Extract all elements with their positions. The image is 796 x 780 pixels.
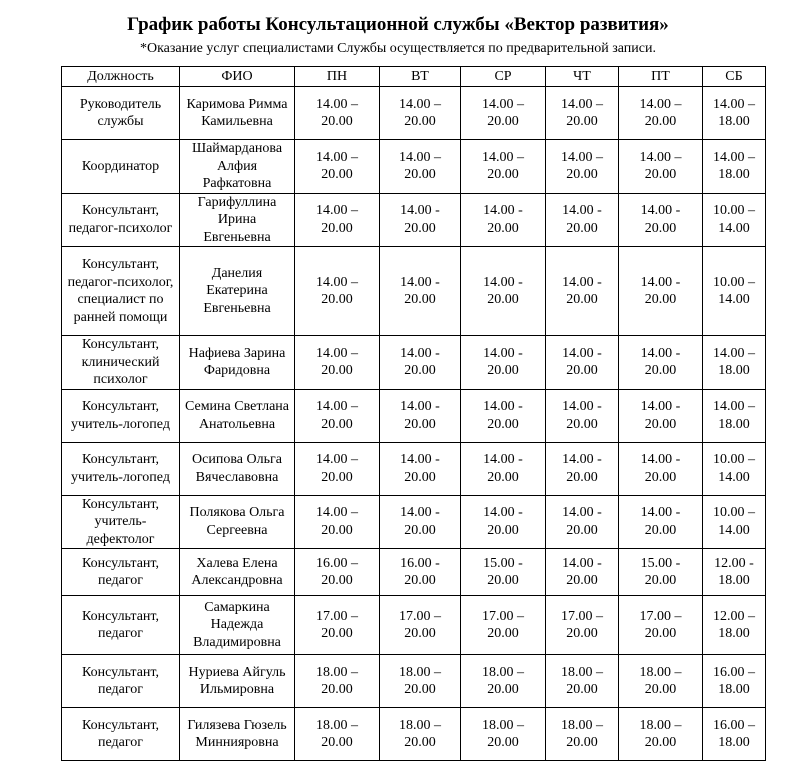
hours-cell-thursday: 14.00 - 20.00 bbox=[546, 495, 619, 549]
header-tuesday: ВТ bbox=[380, 67, 461, 87]
hours-cell-tuesday: 14.00 - 20.00 bbox=[380, 495, 461, 549]
hours-cell-saturday: 10.00 – 14.00 bbox=[703, 442, 766, 495]
hours-cell-monday: 14.00 – 20.00 bbox=[295, 247, 380, 336]
hours-cell-friday: 14.00 - 20.00 bbox=[619, 442, 703, 495]
header-friday: ПТ bbox=[619, 67, 703, 87]
hours-cell-saturday: 14.00 – 18.00 bbox=[703, 336, 766, 390]
hours-cell-tuesday: 14.00 – 20.00 bbox=[380, 140, 461, 194]
hours-cell-saturday: 14.00 – 18.00 bbox=[703, 140, 766, 194]
hours-cell-tuesday: 14.00 - 20.00 bbox=[380, 247, 461, 336]
hours-cell-tuesday: 14.00 - 20.00 bbox=[380, 336, 461, 390]
position-cell: Консультант, учитель-логопед bbox=[62, 442, 180, 495]
header-saturday: СБ bbox=[703, 67, 766, 87]
position-cell: Консультант, учитель-дефектолог bbox=[62, 495, 180, 549]
hours-cell-thursday: 14.00 - 20.00 bbox=[546, 549, 619, 596]
name-cell: Шаймарданова Алфия Рафкатовна bbox=[180, 140, 295, 194]
hours-cell-thursday: 14.00 - 20.00 bbox=[546, 336, 619, 390]
hours-cell-friday: 14.00 - 20.00 bbox=[619, 336, 703, 390]
position-cell: Консультант, педагог-психолог, специалист по ранней помощи bbox=[62, 247, 180, 336]
hours-cell-wednesday: 14.00 - 20.00 bbox=[461, 442, 546, 495]
hours-cell-wednesday: 14.00 - 20.00 bbox=[461, 247, 546, 336]
table-row bbox=[62, 87, 766, 140]
hours-cell-saturday: 10.00 – 14.00 bbox=[703, 495, 766, 549]
hours-cell-tuesday: 14.00 - 20.00 bbox=[380, 389, 461, 442]
table-row bbox=[62, 336, 766, 390]
hours-cell-saturday: 16.00 – 18.00 bbox=[703, 708, 766, 761]
name-cell: Самаркина Надежда Владимировна bbox=[180, 596, 295, 655]
hours-cell-friday: 14.00 - 20.00 bbox=[619, 247, 703, 336]
hours-cell-tuesday: 16.00 - 20.00 bbox=[380, 549, 461, 596]
hours-cell-tuesday: 14.00 - 20.00 bbox=[380, 442, 461, 495]
hours-cell-friday: 18.00 – 20.00 bbox=[619, 708, 703, 761]
header-name: ФИО bbox=[180, 67, 295, 87]
hours-cell-friday: 14.00 – 20.00 bbox=[619, 140, 703, 194]
header-wednesday: СР bbox=[461, 67, 546, 87]
table-row bbox=[62, 389, 766, 442]
table-row bbox=[62, 140, 766, 194]
table-row bbox=[62, 495, 766, 549]
hours-cell-wednesday: 18.00 – 20.00 bbox=[461, 708, 546, 761]
position-cell: Консультант, педагог-психолог bbox=[62, 193, 180, 247]
hours-cell-saturday: 14.00 – 18.00 bbox=[703, 389, 766, 442]
table-row bbox=[62, 708, 766, 761]
table-row bbox=[62, 655, 766, 708]
hours-cell-tuesday: 18.00 – 20.00 bbox=[380, 655, 461, 708]
header-row bbox=[62, 67, 766, 87]
hours-cell-thursday: 14.00 – 20.00 bbox=[546, 87, 619, 140]
name-cell: Гарифуллина Ирина Евгеньевна bbox=[180, 193, 295, 247]
hours-cell-thursday: 18.00 – 20.00 bbox=[546, 708, 619, 761]
hours-cell-wednesday: 14.00 - 20.00 bbox=[461, 389, 546, 442]
table-row bbox=[62, 596, 766, 655]
hours-cell-saturday: 10.00 – 14.00 bbox=[703, 247, 766, 336]
hours-cell-monday: 18.00 – 20.00 bbox=[295, 708, 380, 761]
hours-cell-thursday: 14.00 – 20.00 bbox=[546, 140, 619, 194]
name-cell: Нуриева Айгуль Ильмировна bbox=[180, 655, 295, 708]
position-cell: Руководитель службы bbox=[62, 87, 180, 140]
hours-cell-friday: 14.00 - 20.00 bbox=[619, 193, 703, 247]
hours-cell-tuesday: 14.00 – 20.00 bbox=[380, 87, 461, 140]
hours-cell-monday: 14.00 – 20.00 bbox=[295, 140, 380, 194]
hours-cell-monday: 16.00 – 20.00 bbox=[295, 549, 380, 596]
table-row bbox=[62, 549, 766, 596]
name-cell: Халева Елена Александровна bbox=[180, 549, 295, 596]
hours-cell-monday: 14.00 – 20.00 bbox=[295, 389, 380, 442]
hours-cell-thursday: 14.00 - 20.00 bbox=[546, 442, 619, 495]
name-cell: Каримова Римма Камильевна bbox=[180, 87, 295, 140]
header-position: Должность bbox=[62, 67, 180, 87]
hours-cell-wednesday: 14.00 - 20.00 bbox=[461, 193, 546, 247]
hours-cell-wednesday: 14.00 - 20.00 bbox=[461, 336, 546, 390]
position-cell: Консультант, педагог bbox=[62, 549, 180, 596]
header-monday: ПН bbox=[295, 67, 380, 87]
hours-cell-friday: 18.00 – 20.00 bbox=[619, 655, 703, 708]
hours-cell-friday: 14.00 - 20.00 bbox=[619, 389, 703, 442]
page-title: График работы Консультационной службы «Вектор развития» bbox=[127, 14, 669, 35]
header-thursday: ЧТ bbox=[546, 67, 619, 87]
hours-cell-saturday: 16.00 – 18.00 bbox=[703, 655, 766, 708]
position-cell: Консультант, учитель-логопед bbox=[62, 389, 180, 442]
hours-cell-friday: 14.00 - 20.00 bbox=[619, 495, 703, 549]
hours-cell-monday: 17.00 – 20.00 bbox=[295, 596, 380, 655]
name-cell: Семина Светлана Анатольевна bbox=[180, 389, 295, 442]
hours-cell-monday: 14.00 – 20.00 bbox=[295, 442, 380, 495]
schedule-body bbox=[62, 87, 766, 761]
hours-cell-thursday: 14.00 - 20.00 bbox=[546, 389, 619, 442]
table-row bbox=[62, 247, 766, 336]
name-cell: Нафиева Зарина Фаридовна bbox=[180, 336, 295, 390]
hours-cell-wednesday: 17.00 – 20.00 bbox=[461, 596, 546, 655]
hours-cell-monday: 14.00 – 20.00 bbox=[295, 336, 380, 390]
hours-cell-thursday: 18.00 – 20.00 bbox=[546, 655, 619, 708]
name-cell: Полякова Ольга Сергеевна bbox=[180, 495, 295, 549]
hours-cell-thursday: 14.00 - 20.00 bbox=[546, 247, 619, 336]
hours-cell-saturday: 14.00 – 18.00 bbox=[703, 87, 766, 140]
name-cell: Осипова Ольга Вячеславовна bbox=[180, 442, 295, 495]
table-row bbox=[62, 442, 766, 495]
name-cell: Данелия Екатерина Евгеньевна bbox=[180, 247, 295, 336]
hours-cell-friday: 15.00 - 20.00 bbox=[619, 549, 703, 596]
schedule-table bbox=[61, 66, 766, 761]
hours-cell-wednesday: 14.00 – 20.00 bbox=[461, 87, 546, 140]
hours-cell-tuesday: 14.00 - 20.00 bbox=[380, 193, 461, 247]
hours-cell-friday: 14.00 – 20.00 bbox=[619, 87, 703, 140]
hours-cell-thursday: 17.00 – 20.00 bbox=[546, 596, 619, 655]
position-cell: Координатор bbox=[62, 140, 180, 194]
hours-cell-monday: 18.00 – 20.00 bbox=[295, 655, 380, 708]
position-cell: Консультант, педагог bbox=[62, 596, 180, 655]
hours-cell-monday: 14.00 – 20.00 bbox=[295, 87, 380, 140]
hours-cell-wednesday: 14.00 – 20.00 bbox=[461, 140, 546, 194]
hours-cell-friday: 17.00 – 20.00 bbox=[619, 596, 703, 655]
hours-cell-wednesday: 15.00 - 20.00 bbox=[461, 549, 546, 596]
appointment-note: *Оказание услуг специалистами Службы осуществляется по предварительной записи. bbox=[139, 41, 656, 56]
hours-cell-saturday: 10.00 – 14.00 bbox=[703, 193, 766, 247]
table-row bbox=[62, 193, 766, 247]
hours-cell-thursday: 14.00 - 20.00 bbox=[546, 193, 619, 247]
hours-cell-monday: 14.00 – 20.00 bbox=[295, 495, 380, 549]
hours-cell-saturday: 12.00 - 18.00 bbox=[703, 549, 766, 596]
hours-cell-monday: 14.00 – 20.00 bbox=[295, 193, 380, 247]
hours-cell-tuesday: 17.00 – 20.00 bbox=[380, 596, 461, 655]
position-cell: Консультант, педагог bbox=[62, 655, 180, 708]
position-cell: Консультант, клинический психолог bbox=[62, 336, 180, 390]
hours-cell-wednesday: 18.00 – 20.00 bbox=[461, 655, 546, 708]
name-cell: Гилязева Гюзель Миннияровна bbox=[180, 708, 295, 761]
hours-cell-saturday: 12.00 – 18.00 bbox=[703, 596, 766, 655]
hours-cell-tuesday: 18.00 – 20.00 bbox=[380, 708, 461, 761]
hours-cell-wednesday: 14.00 - 20.00 bbox=[461, 495, 546, 549]
position-cell: Консультант, педагог bbox=[62, 708, 180, 761]
